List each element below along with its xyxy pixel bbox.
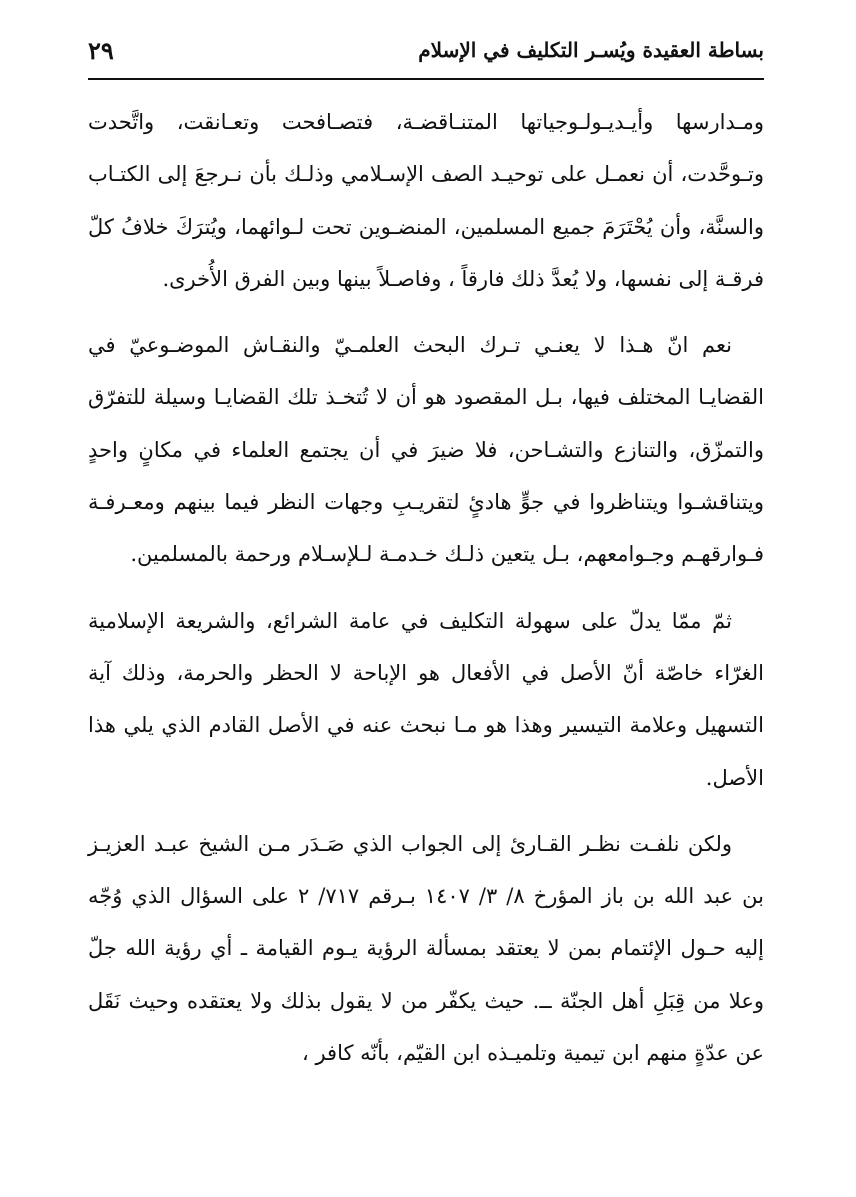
header-divider	[88, 78, 764, 80]
page-number: ٢٩	[88, 36, 114, 65]
paragraph-3: ثمّ ممّا يدلّ على سهولة التكليف في عامة الشرائع، والشريعة الإسلامية الغرّاء خاصّة أنّ الأصل في الأفعال هو الإباحة لا الحظر والحرمة، وذلك آية التسهيل وعلامة التيسير وهذا هو مـا نبحث عنه في الأصل القادم الذي يلي هذا الأصل.	[88, 608, 764, 790]
page-header	[88, 34, 764, 80]
body-text	[88, 96, 764, 1093]
paragraph-4: ولكن نلفـت نظـر القـارئ إلى الجواب الذي صَـدَر مـن الشيخ عبـد العزيـز بن عبد الله بن باز المؤرخ ٨/ ٣/ ١٤٠٧ بـرقم ٧١٧/ ٢ على السؤال الذي وُجّه إليه حـول الإئتمام بمن لا يعتقد بمسألة الرؤية يـوم القيامة ـ أي رؤية الله جلّ وعلا من قِبَلِ أهل الجنّة ــ. حيث يكفّر من لا يقول بذلك ولا يعتقده وحيث نَقَل عن عدّةٍ منهم ابن تيمية وتلميـذه ابن القيّم، بأنّه كافر ،	[88, 831, 764, 1066]
paragraph-2: نعم انّ هـذا لا يعنـي تـرك البحث العلمـيّ والنقـاش الموضـوعيّ في القضايـا المختلف فيها، بـل المقصود هو أن لا تُتخـذ تلك القضايـا وسيلة للتفرّق والتمزّق، والتنازع والتشـاحن، فلا ضيرَ في أن يجتمع العلماء في مكانٍ واحدٍ ويتناقشـوا ويتناظروا في جوٍّ هادئٍ لتقريـبِ وجهات النظر فيما بينهم ومعـرفـة فـوارقهـم وجـوامعهم، بـل يتعين ذلـك خـدمـة لـلإسـلام ورحمة بالمسلمين.	[88, 333, 764, 567]
running-title: بساطة العقيدة ويُسـر التكليف في الإسلام	[418, 38, 764, 62]
paragraph-1: ومـدارسها وأيـديـولـوجياتها المتنـاقضـة، فتصـافحت وتعـانقت، واتَّحدت وتـوحَّدت، أن نعمـل على توحيـد الصف الإسـلامي وذلـك بأن نـرجعَ إلى الكتـاب والسنَّة، وأن يُحْتَرَمَ جميع المسلمين، المنضـوين تحت لـوائهما، ويُترَكَ خلافُ كلّ فرقـة إلى نفسها، ولا يُعدَّ ذلك فارقاً ، وفاصـلاً بينها وبين الفرق الأُخرى.	[88, 110, 764, 291]
